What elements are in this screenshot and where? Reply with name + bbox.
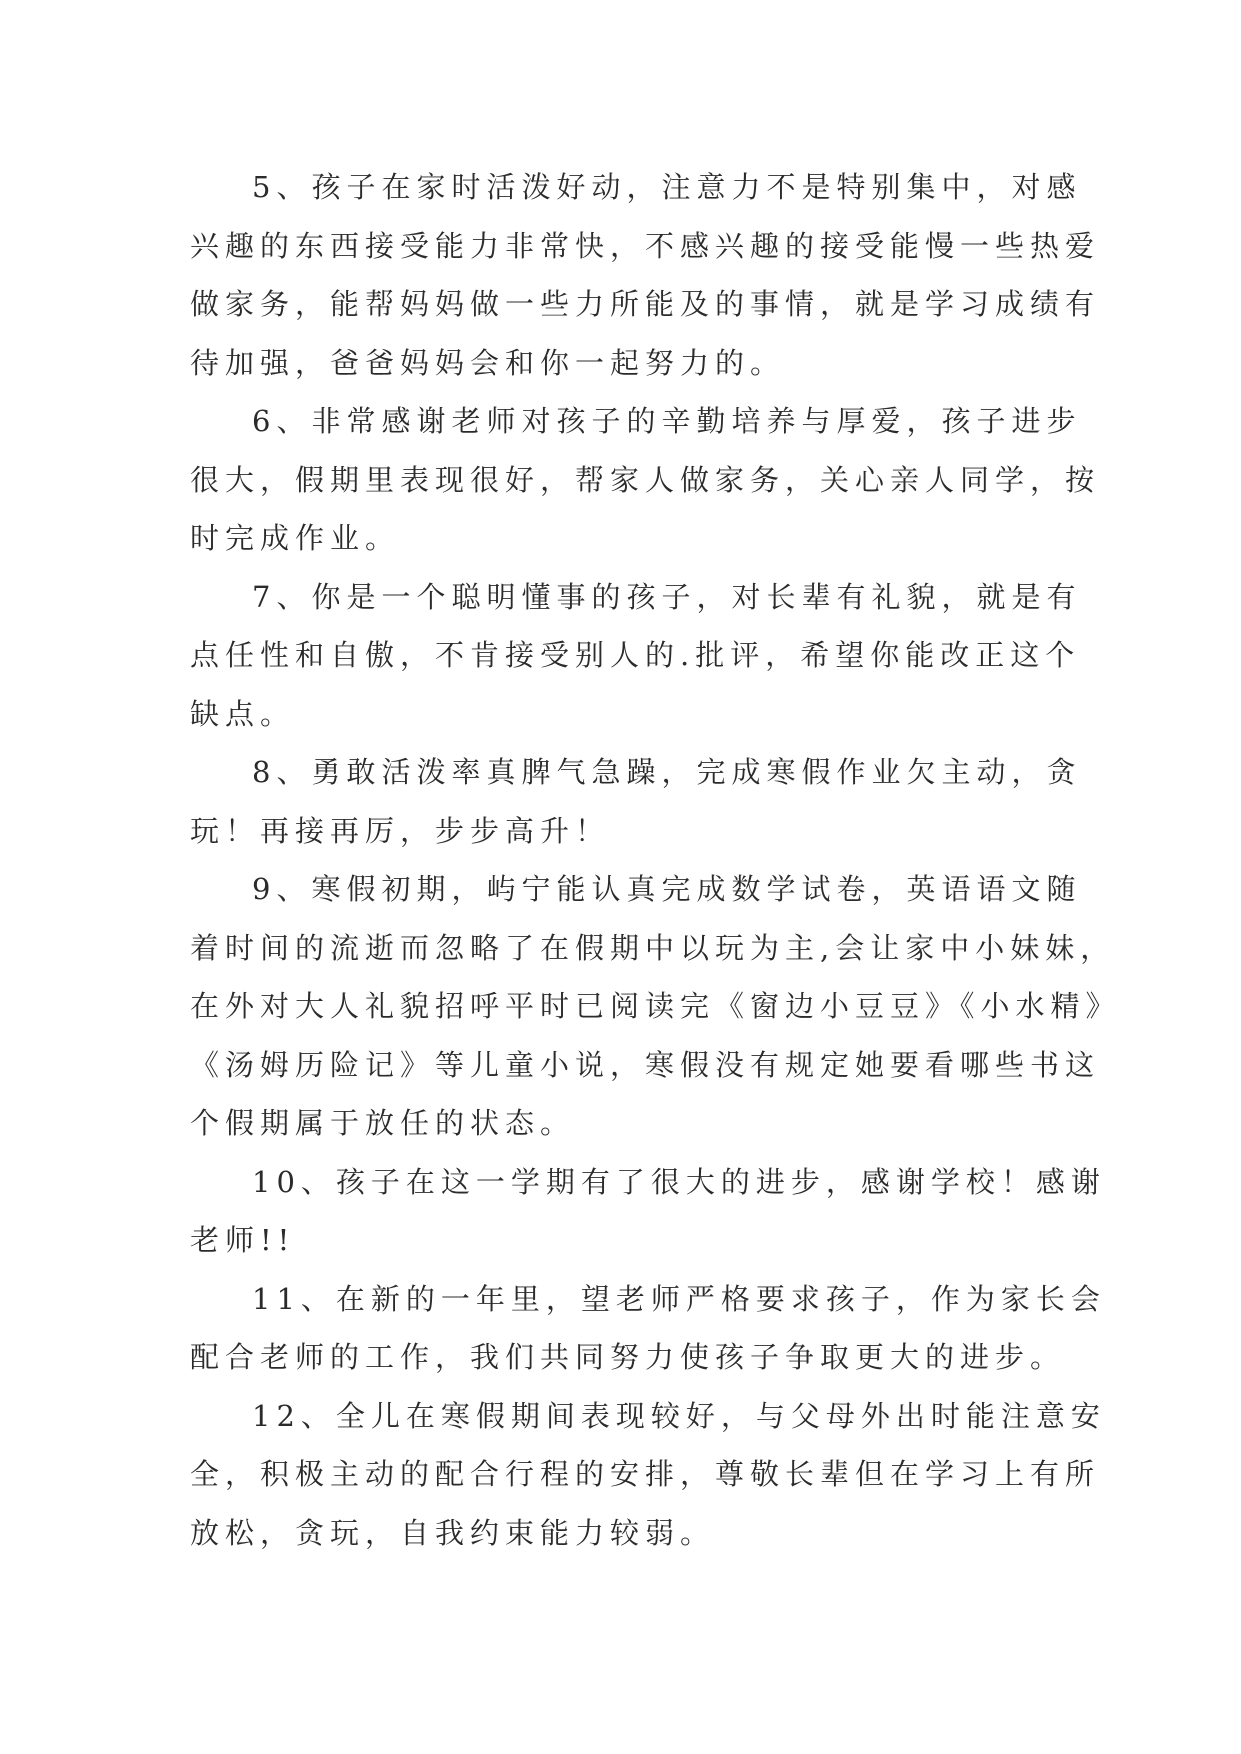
paragraph-8 bbox=[190, 743, 1090, 860]
paragraph-line: 放松，贪玩，自我约束能力较弱。 bbox=[190, 1515, 716, 1550]
paragraph-line: 7、你是一个聪明懂事的孩子，对长辈有礼貌，就是有 bbox=[252, 579, 1082, 614]
paragraph-line: 很大，假期里表现很好，帮家人做家务，关心亲人同学，按 bbox=[190, 462, 1101, 497]
paragraph-6 bbox=[190, 392, 1101, 568]
paragraph-line: 待加强，爸爸妈妈会和你一起努力的。 bbox=[190, 345, 786, 380]
paragraph-line: 配合老师的工作，我们共同努力使孩子争取更大的进步。 bbox=[190, 1340, 1066, 1374]
paragraph-line: 做家务，能帮妈妈做一些力所能及的事情，就是学习成绩有 bbox=[190, 287, 1101, 321]
paragraph-line: 在外对大人礼貌招呼平时已阅读完《窗边小豆豆》《小水精》 bbox=[190, 989, 1121, 1023]
paragraph-line: 缺点。 bbox=[190, 696, 296, 731]
paragraph-line: 12、全儿在寒假期间表现较好，与父母外出时能注意安 bbox=[252, 1398, 1106, 1433]
paragraph-line: 5、孩子在家时活泼好动，注意力不是特别集中，对感 bbox=[252, 170, 1082, 204]
paragraph-11 bbox=[190, 1270, 1106, 1387]
paragraph-line: 6、非常感谢老师对孩子的辛勤培养与厚爱，孩子进步 bbox=[252, 404, 1082, 438]
paragraph-line: 兴趣的东西接受能力非常快，不感兴趣的接受能慢一些热爱 bbox=[190, 228, 1101, 263]
paragraph-line: 《汤姆历险记》等儿童小说，寒假没有规定她要看哪些书这 bbox=[190, 1047, 1101, 1082]
paragraph-5 bbox=[190, 158, 1101, 392]
paragraph-10 bbox=[190, 1153, 1106, 1270]
paragraph-line: 个假期属于放任的状态。 bbox=[190, 1106, 576, 1140]
paragraph-line: 着时间的流逝而忽略了在假期中以玩为主,会让家中小妹妹， bbox=[190, 930, 1116, 965]
paragraph-12 bbox=[190, 1387, 1106, 1563]
paragraph-9 bbox=[190, 860, 1121, 1153]
paragraph-line: 时完成作业。 bbox=[190, 521, 401, 555]
document-body bbox=[190, 158, 1121, 1562]
paragraph-line: 8、勇敢活泼率真脾气急躁，完成寒假作业欠主动，贪 bbox=[252, 755, 1082, 789]
paragraph-line: 玩！再接再厉，步步高升！ bbox=[190, 813, 611, 848]
paragraph-line: 点任性和自傲，不肯接受别人的.批评，希望你能改正这个 bbox=[190, 638, 1081, 672]
paragraph-line: 10、孩子在这一学期有了很大的进步，感谢学校！感谢 bbox=[252, 1164, 1106, 1199]
paragraph-line: 老师!! bbox=[190, 1223, 296, 1257]
paragraph-line: 11、在新的一年里，望老师严格要求孩子，作为家长会 bbox=[252, 1281, 1106, 1316]
paragraph-line: 全，积极主动的配合行程的安排，尊敬长辈但在学习上有所 bbox=[190, 1457, 1101, 1491]
paragraph-line: 9、寒假初期，屿宁能认真完成数学试卷，英语语文随 bbox=[252, 872, 1082, 906]
paragraph-7 bbox=[190, 568, 1090, 744]
